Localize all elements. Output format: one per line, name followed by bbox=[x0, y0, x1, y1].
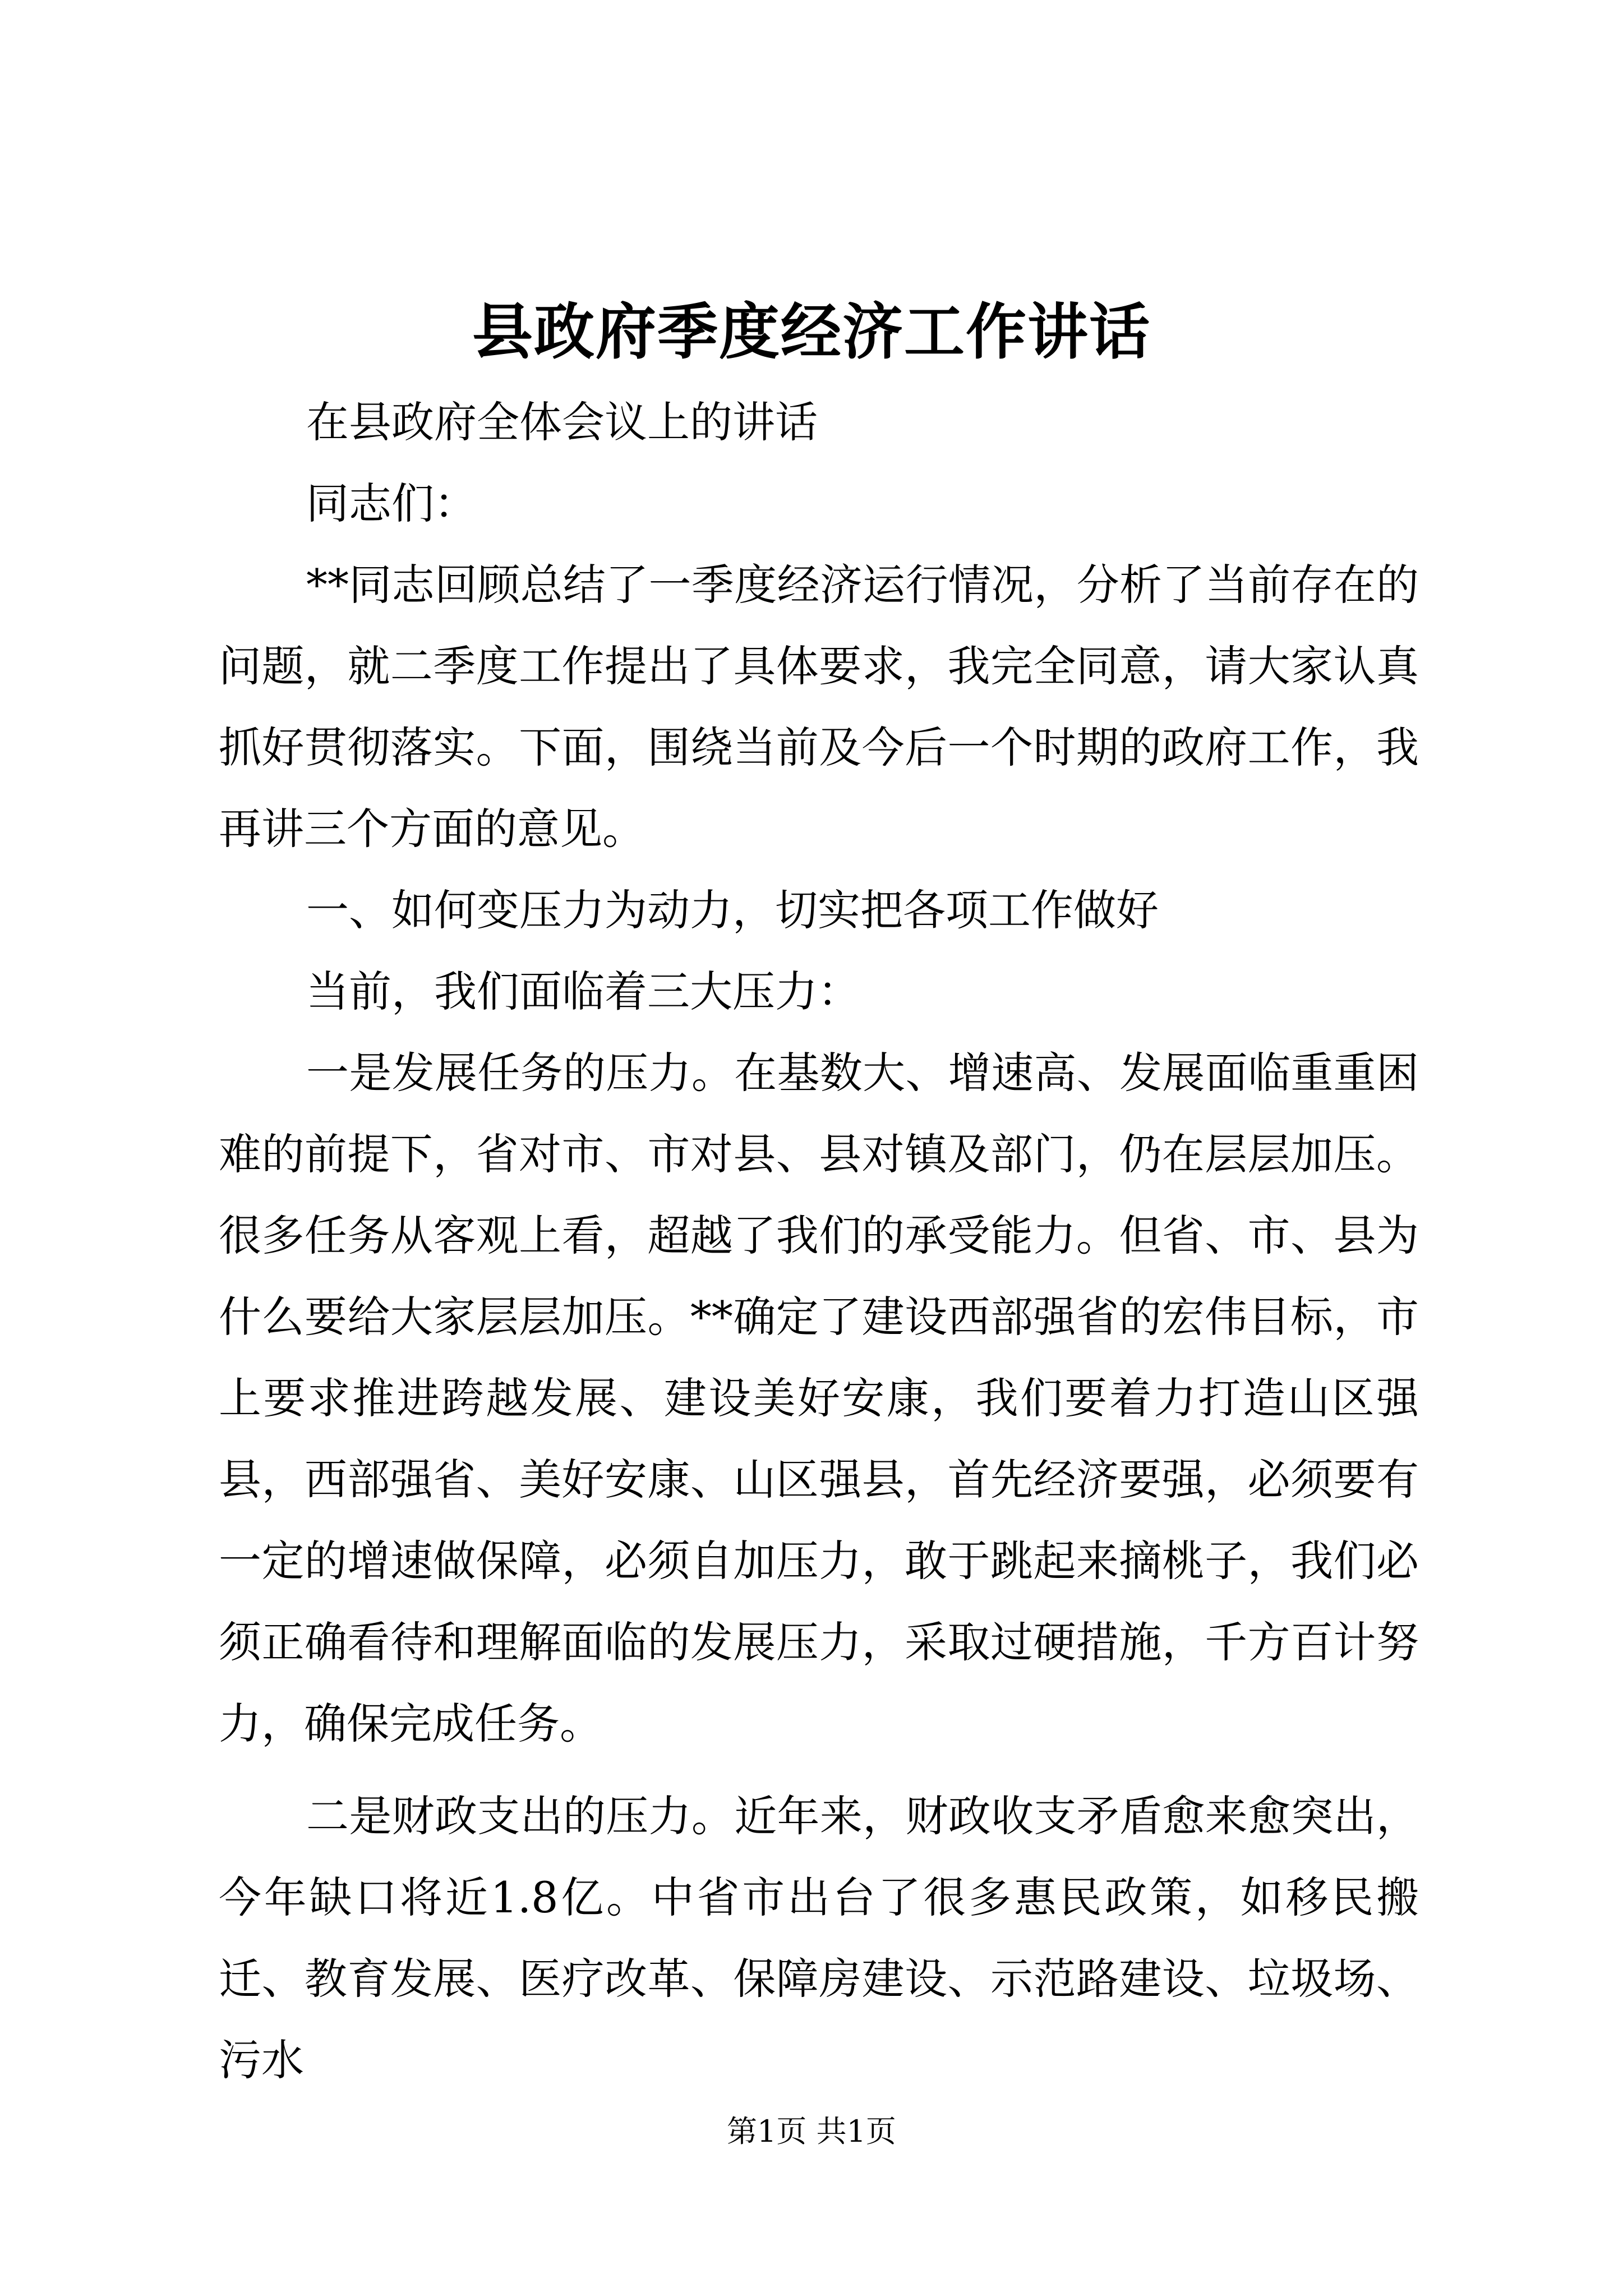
document-title: 县政府季度经济工作讲话 bbox=[472, 297, 1151, 367]
paragraph-pressures-lead: 当前，我们面临着三大压力： bbox=[306, 967, 860, 1016]
paragraph-subtitle: 在县政府全体会议上的讲话 bbox=[306, 397, 818, 447]
page-footer: 第1页 共1页 bbox=[727, 2114, 896, 2149]
paragraph-salutation: 同志们： bbox=[306, 478, 477, 528]
paragraph-development-pressure: 一是发展任务的压力。在基数大、增速高、发展面临重重困难的前提下，省对市、市对县、县对镇及部门，仍在层层加压。很多任务从客观上看，超越了我们的承受能力。但省、市、县为什么要给大家层层加压。**确定了建设西部强省的宏伟目标，市上要求推进跨越发展、建设美好安康，我们要着力打造山区强县，西部强省、美好安康、山区强县，首先经济要强，必须要有一定的增速做保障，必须自加压力，敢于跳起来摘桃子，我们必须正确看待和理解面临的发展压力，采取过硬措施，千方百计努力，确保完成任务。 bbox=[219, 1048, 1419, 1749]
paragraph-fiscal-pressure: 二是财政支出的压力。近年来，财政收支矛盾愈来愈突出，今年缺口将近1.8亿。中省市出台了很多惠民政策，如移民搬迁、教育发展、医疗改革、保障房建设、示范路建设、垃圾场、污水 bbox=[219, 1791, 1419, 2085]
paragraph-intro: **同志回顾总结了一季度经济运行情况，分析了当前存在的问题，就二季度工作提出了具体要求，我完全同意，请大家认真抓好贯彻落实。下面，围绕当前及今后一个时期的政府工作，我再讲三个方面的意见。 bbox=[219, 560, 1419, 854]
paragraph-section-heading: 一、如何变压力为动力，切实把各项工作做好 bbox=[306, 885, 1159, 935]
document-body bbox=[219, 381, 1419, 2101]
